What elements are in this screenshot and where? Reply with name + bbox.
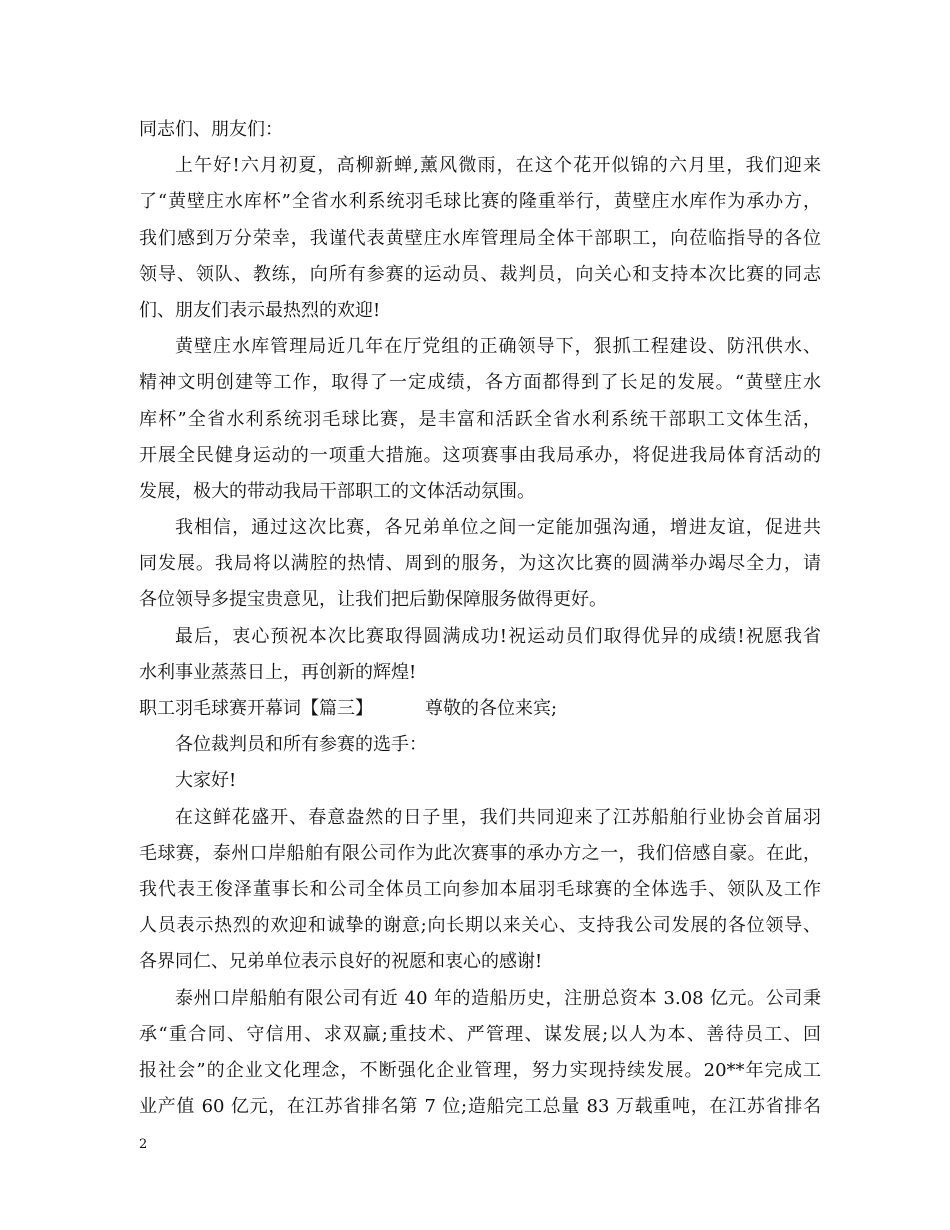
paragraph-line: 最后，衷心预祝本次比赛取得圆满成功!祝运动员们取得优异的成绩!祝愿我省 — [175, 625, 821, 647]
paragraph-line: 人员表示热烈的欢迎和诚挚的谢意;向长期以来关心、支持我公司发展的各位领导、 — [139, 915, 821, 937]
paragraph-line: 报社会”的企业文化理念，不断强化企业管理，努力实现持续发展。20**年完成工 — [139, 1059, 821, 1081]
paragraph-1 — [139, 148, 821, 329]
paragraph-line: 各界同仁、兄弟单位表示良好的祝愿和衷心的感谢! — [139, 951, 543, 973]
section-heading: 职工羽毛球赛开幕词【篇三】 — [139, 698, 373, 719]
paragraph-line: 毛球赛，泰州口岸船舶有限公司作为此次赛事的承办方之一，我们倍感自豪。在此， — [139, 842, 821, 864]
paragraph-line: 承“重合同、守信用、求双赢;重技术、严管理、谋发展;以人为本、善待员工、回 — [139, 1023, 821, 1045]
paragraph-line: 在这鲜花盛开、春意盎然的日子里，我们共同迎来了江苏船舶行业协会首届羽 — [175, 806, 821, 828]
section-salutation: 各位裁判员和所有参赛的选手： — [175, 734, 427, 756]
paragraph-line: 领导、领队、教练，向所有参赛的运动员、裁判员，向关心和支持本次比赛的同志 — [139, 263, 821, 285]
section-greeting: 尊敬的各位来宾; — [425, 698, 558, 719]
paragraph-line: 精神文明创建等工作，取得了一定成绩，各方面都得到了长足的发展。“黄壁庄水 — [139, 372, 821, 394]
salutation: 同志们、朋友们： — [139, 119, 283, 140]
section-heading-row — [139, 691, 821, 727]
paragraph-line: 我们感到万分荣幸，我谨代表黄壁庄水库管理局全体干部职工，向莅临指导的各位 — [139, 227, 821, 249]
paragraph-line: 库杯”全省水利系统羽毛球比赛，是丰富和活跃全省水利系统干部职工文体生活， — [139, 408, 821, 430]
paragraph-line: 们、朋友们表示最热烈的欢迎! — [139, 299, 381, 321]
paragraph-6 — [139, 981, 821, 1126]
paragraph-line: 黄壁庄水库管理局近几年在厅党组的正确领导下，狠抓工程建设、防汛供水、 — [175, 336, 821, 358]
paragraph-line: 同发展。我局将以满腔的热情、周到的服务，为这次比赛的圆满举办竭尽全力，请 — [139, 553, 821, 575]
document-body — [139, 112, 821, 1125]
paragraph-line: 了“黄壁庄水库杯”全省水利系统羽毛球比赛的隆重举行，黄壁庄水库作为承办方， — [139, 191, 821, 213]
paragraph-line: 业产值 60 亿元，在江苏省排名第 7 位;造船完工总量 83 万载重吨，在江苏省排名 — [139, 1096, 821, 1118]
paragraph-line: 我代表王俊泽董事长和公司全体员工向参加本届羽毛球赛的全体选手、领队及工作 — [139, 878, 821, 900]
paragraph-3 — [139, 510, 821, 619]
section-hello: 大家好! — [175, 770, 237, 792]
paragraph-line: 上午好!六月初夏，高柳新蝉,薰风微雨，在这个花开似锦的六月里，我们迎来 — [175, 155, 821, 177]
paragraph-line: 我相信，通过这次比赛，各兄弟单位之间一定能加强沟通，增进友谊，促进共 — [175, 517, 821, 539]
paragraph-2 — [139, 329, 821, 510]
paragraph-line: 各位领导多提宝贵意见，让我们把后勤保障服务做得更好。 — [139, 589, 607, 611]
paragraph-line: 水利事业蒸蒸日上，再创新的辉煌! — [139, 661, 417, 683]
paragraph-4 — [139, 619, 821, 691]
paragraph-line: 发展，极大的带动我局干部职工的文体活动氛围。 — [139, 480, 535, 502]
paragraph-line: 泰州口岸船舶有限公司有近 40 年的造船历史，注册总资本 3.08 亿元。公司秉 — [175, 987, 821, 1009]
paragraph-5 — [139, 800, 821, 981]
page-number: 2 — [139, 1137, 148, 1152]
paragraph-line: 开展全民健身运动的一项重大措施。这项赛事由我局承办，将促进我局体育活动的 — [139, 444, 821, 466]
